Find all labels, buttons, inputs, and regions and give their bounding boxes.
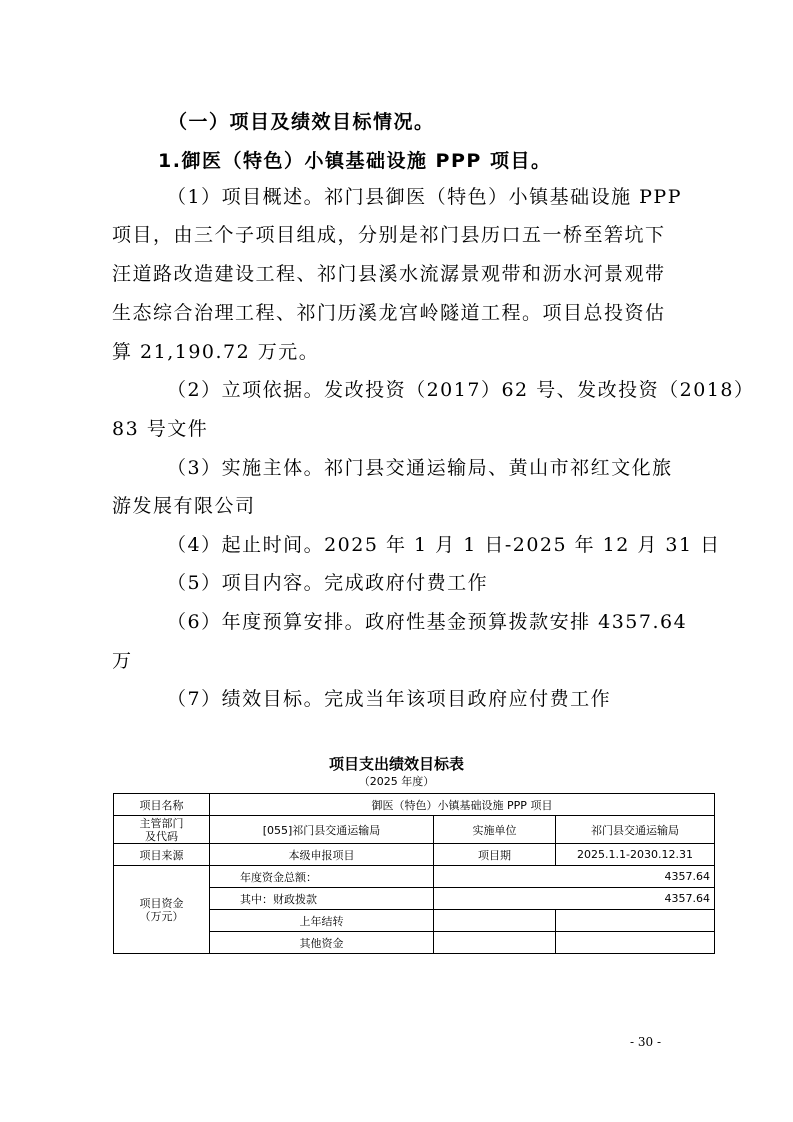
project-name-value: 御医（特色）小镇基础设施 PPP 项目 [210, 794, 715, 816]
paragraph-line: 生态综合治理工程、祁门历溪龙宫岭隧道工程。项目总投资估 [112, 302, 666, 324]
paragraph-line: （1）项目概述。祁门县御医（特色）小镇基础设施 PPP [167, 186, 682, 208]
paragraph-line: （2）立项依据。发改投资（2017）62 号、发改投资（2018） [167, 379, 755, 401]
fund-row-empty [556, 910, 715, 932]
source-label: 项目来源 [114, 844, 210, 866]
dept-label [114, 816, 210, 844]
paragraph-line: （4）起止时间。2025 年 1 月 1 日-2025 年 12 月 31 日 [167, 534, 721, 556]
table-row [114, 794, 715, 816]
page-number: - 30 - [630, 1035, 662, 1049]
section-heading: （一）项目及绩效目标情况。 [168, 111, 435, 133]
dept-value: [055]祁门县交通运输局 [210, 816, 434, 844]
impl-label: 实施单位 [434, 816, 556, 844]
paragraph-line: 汪道路改造建设工程、祁门县溪水流潺景观带和沥水河景观带 [112, 263, 666, 285]
period-value: 2025.1.1-2030.12.31 [556, 844, 715, 866]
paragraph-line: 83 号文件 [112, 418, 209, 440]
paragraph-line: （6）年度预算安排。政府性基金预算拨款安排 4357.64 [167, 611, 688, 633]
fund-row-label: 上年结转 [210, 910, 434, 932]
table-row [114, 816, 715, 844]
fund-row-label: 年度资金总额： [210, 866, 434, 888]
table-row [114, 866, 715, 888]
fund-row-label: 其他资金 [210, 932, 434, 954]
dept-label-line2: 及代码 [145, 829, 178, 843]
table-row [114, 844, 715, 866]
paragraph-line: 游发展有限公司 [112, 495, 256, 517]
paragraph-line: （7）绩效目标。完成当年该项目政府应付费工作 [167, 688, 612, 710]
impl-value: 祁门县交通运输局 [556, 816, 715, 844]
fund-label-line2: （万元） [139, 909, 184, 923]
fund-row-value: 4357.64 [434, 888, 715, 910]
paragraph-line: （3）实施主体。祁门县交通运输局、黄山市祁红文化旅 [167, 457, 673, 479]
period-label: 项目期 [434, 844, 556, 866]
paragraph-line: 万 [112, 650, 133, 672]
source-value: 本级申报项目 [210, 844, 434, 866]
paragraph-line: 算 21,190.72 万元。 [112, 341, 320, 363]
paragraph-line: 项目，由三个子项目组成，分别是祁门县历口五一桥至箬坑下 [112, 224, 666, 246]
fund-row-empty [556, 932, 715, 954]
fund-row-value: 4357.64 [434, 866, 715, 888]
performance-table [113, 793, 715, 954]
project-name-label: 项目名称 [114, 794, 210, 816]
fund-row-value [434, 932, 556, 954]
dept-label-line1: 主管部门 [139, 816, 184, 830]
paragraph-line: （5）项目内容。完成政府付费工作 [167, 572, 489, 594]
fund-label [114, 866, 210, 954]
table-title: 项目支出绩效目标表 [328, 755, 464, 773]
project-title: 1.御医（特色）小镇基础设施 PPP 项目。 [158, 150, 552, 172]
fund-row-value [434, 910, 556, 932]
fund-label-line1: 项目资金 [139, 896, 184, 910]
table-subtitle: （2025 年度） [358, 775, 435, 788]
fund-row-label: 其中：财政拨款 [210, 888, 434, 910]
